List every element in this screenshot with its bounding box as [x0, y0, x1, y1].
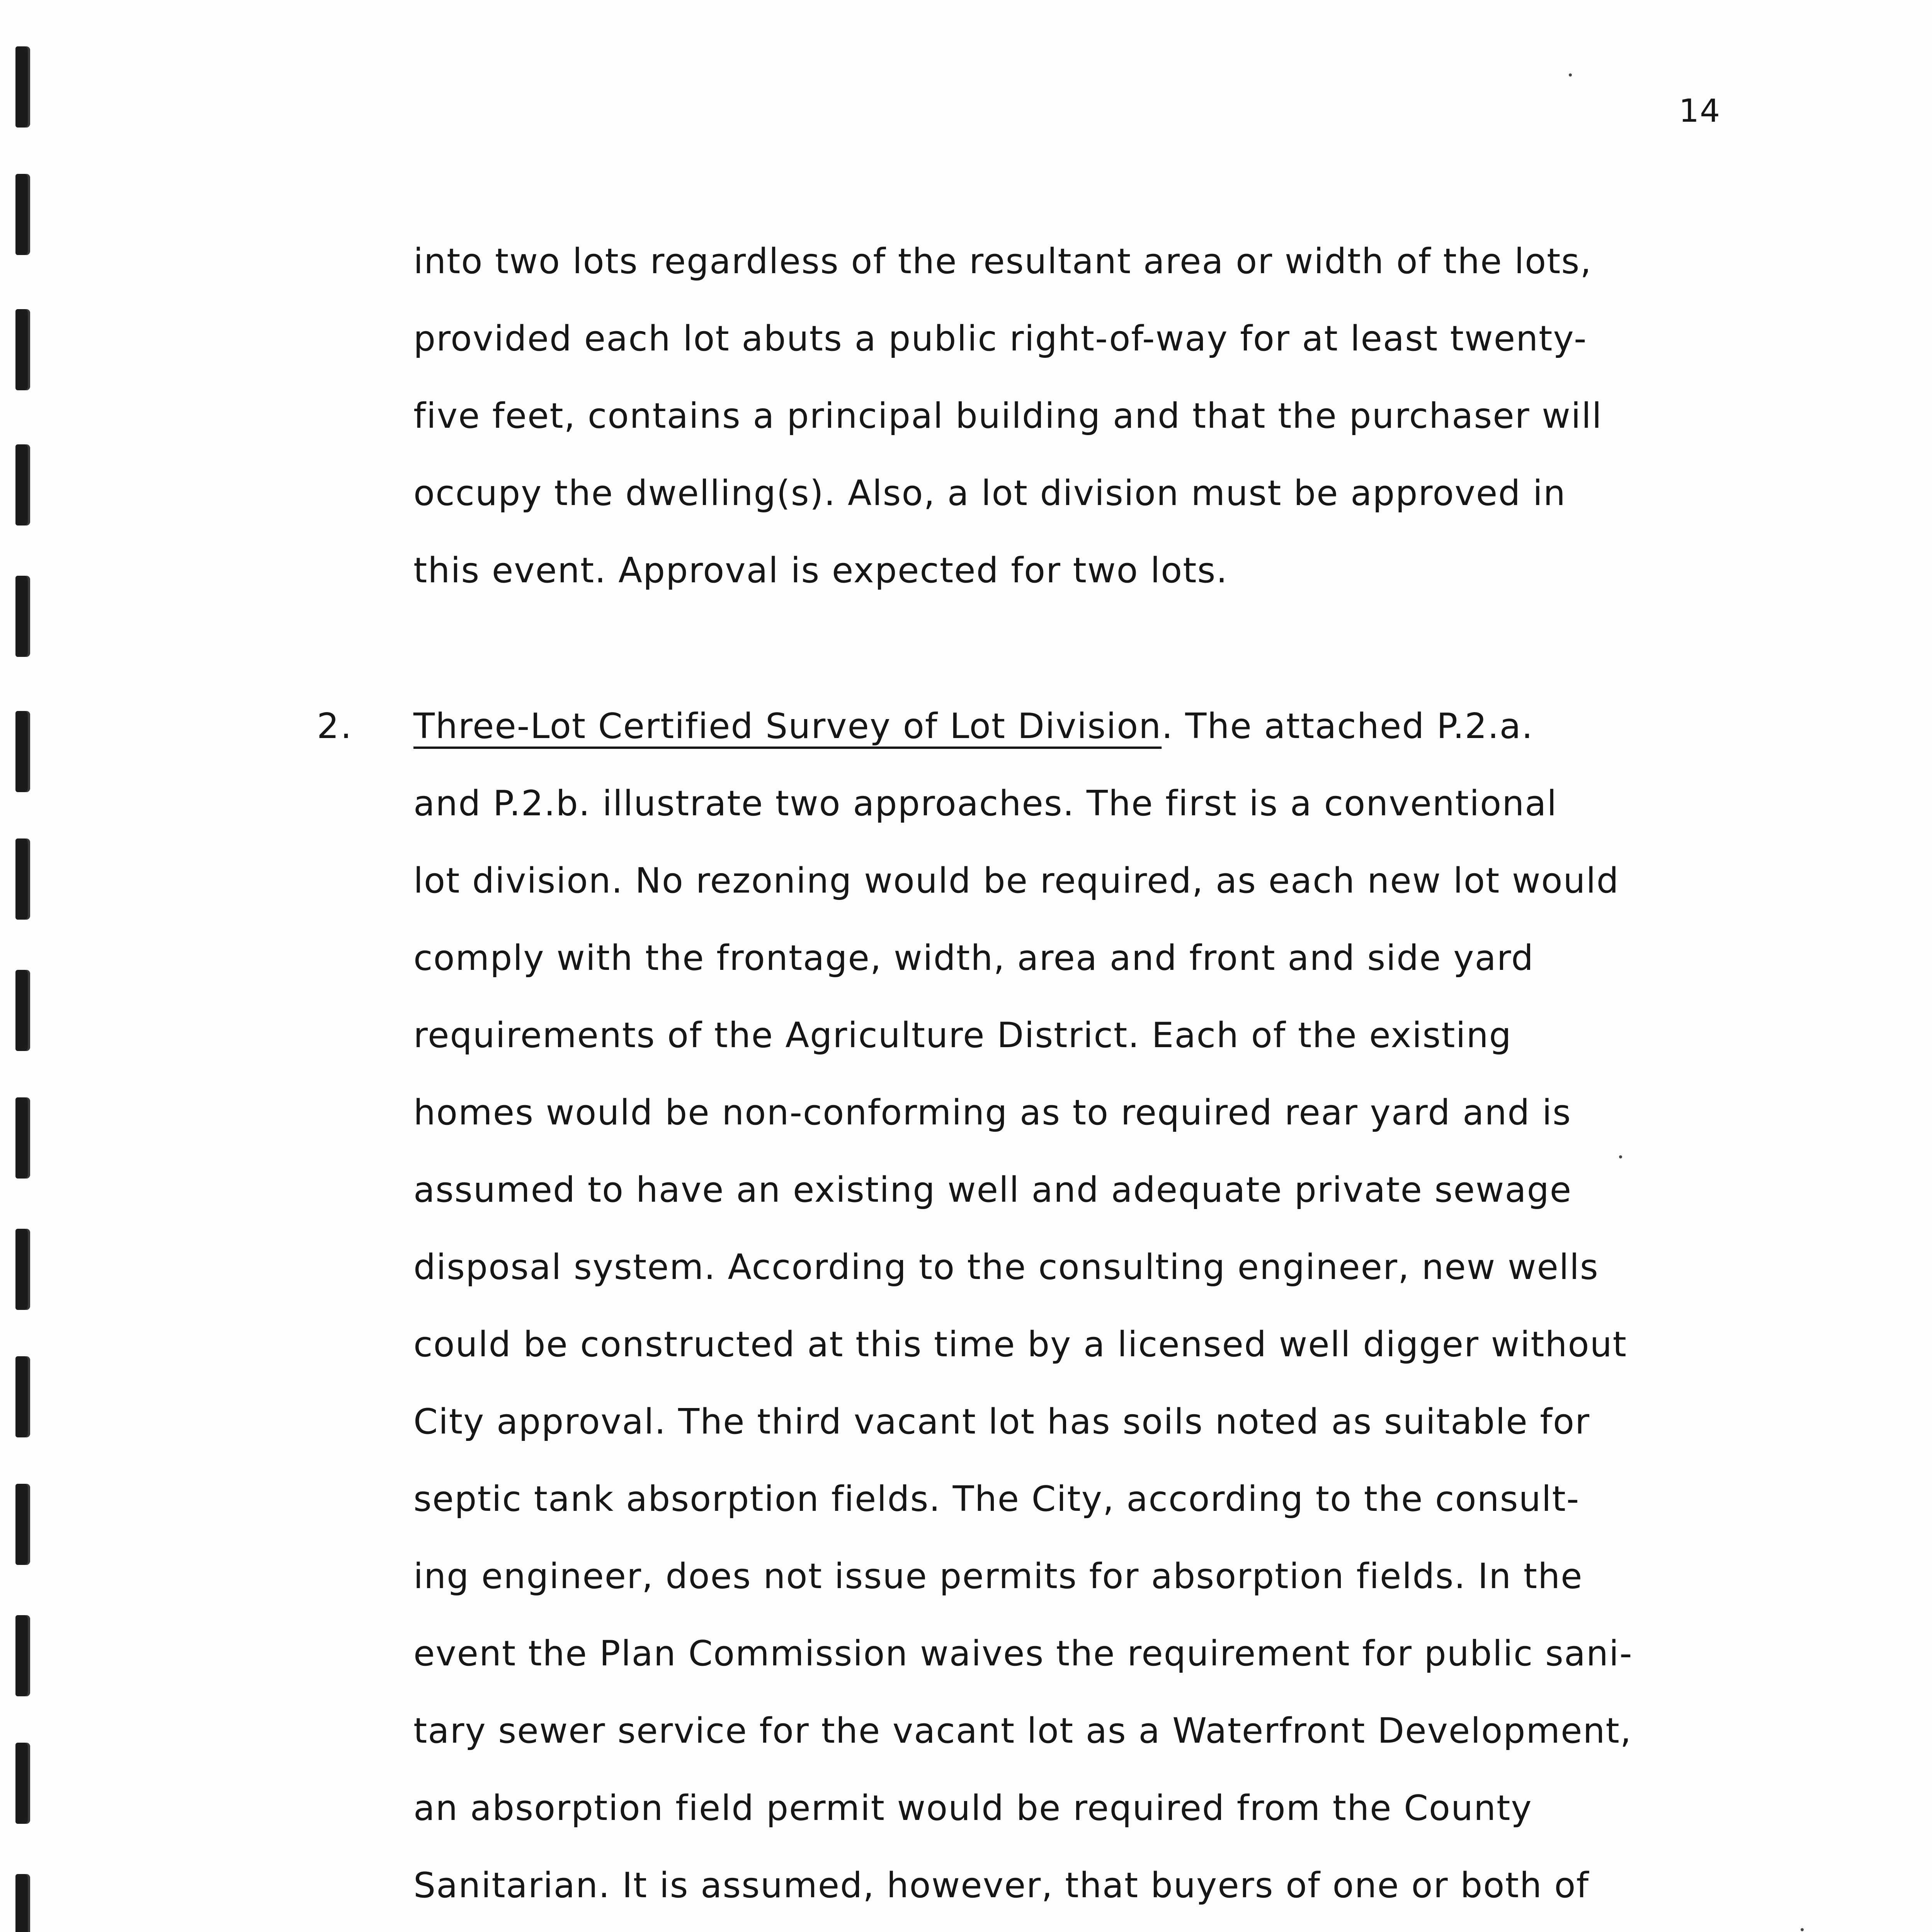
binding-hole	[15, 970, 30, 1051]
text-line: tary sewer service for the vacant lot as a Waterfront Development,	[413, 1711, 1632, 1751]
binding-hole	[15, 711, 30, 792]
binding-hole	[15, 309, 30, 390]
page-number: 14	[1679, 93, 1721, 129]
text-line: event the Plan Commission waives the requirement for public sani-	[413, 1633, 1633, 1674]
text-line: provided each lot abuts a public right-of-way for at least twenty-	[413, 318, 1587, 359]
text-line: disposal system. According to the consulting engineer, new wells	[413, 1247, 1599, 1287]
binding-hole	[15, 1743, 30, 1824]
binding-hole	[15, 1097, 30, 1179]
text-line: City approval. The third vacant lot has soils noted as suitable for	[413, 1401, 1590, 1442]
text-line: assumed to have an existing well and adequate private sewage	[413, 1170, 1572, 1210]
text-line: occupy the dwelling(s). Also, a lot division must be approved in	[413, 473, 1566, 514]
text-line: and P.2.b. illustrate two approaches. The first is a conventional	[413, 783, 1558, 824]
scan-speck	[1619, 1155, 1622, 1158]
item-heading: Three-Lot Certified Survey of Lot Division	[413, 706, 1162, 747]
text-line: lot division. No rezoning would be required, as each new lot would	[413, 861, 1619, 901]
item-number: 2.	[317, 706, 353, 747]
text-line: could be constructed at this time by a licensed well digger without	[413, 1324, 1627, 1365]
scan-speck	[1801, 1928, 1804, 1931]
item-heading-line	[413, 706, 1534, 747]
binding-hole	[15, 1484, 30, 1565]
text-line: ing engineer, does not issue permits for absorption fields. In the	[413, 1556, 1583, 1597]
binding-hole	[15, 444, 30, 526]
binding-hole	[15, 838, 30, 920]
text-line: Sanitarian. It is assumed, however, that buyers of one or both of	[413, 1865, 1590, 1906]
text-line: into two lots regardless of the resultant area or width of the lots,	[413, 241, 1592, 282]
text-line: this event. Approval is expected for two lots.	[413, 550, 1228, 591]
text-line: homes would be non-conforming as to required rear yard and is	[413, 1092, 1571, 1133]
binding-hole	[15, 174, 30, 255]
binding-hole	[15, 1874, 30, 1932]
binding-hole	[15, 46, 30, 128]
binding-hole	[15, 576, 30, 657]
text-line: requirements of the Agriculture District. Each of the existing	[413, 1015, 1512, 1056]
binding-hole	[15, 1356, 30, 1437]
item-heading-rest: . The attached P.2.a.	[1162, 706, 1534, 747]
text-line: septic tank absorption fields. The City, according to the consult-	[413, 1479, 1580, 1519]
binding-hole	[15, 1615, 30, 1696]
text-line: five feet, contains a principal building and that the purchaser will	[413, 396, 1602, 436]
binding-holes	[15, 0, 39, 1932]
binding-hole	[15, 1229, 30, 1310]
scan-speck	[1569, 73, 1572, 77]
text-line: an absorption field permit would be required from the County	[413, 1788, 1532, 1828]
text-line: comply with the frontage, width, area and front and side yard	[413, 938, 1534, 978]
